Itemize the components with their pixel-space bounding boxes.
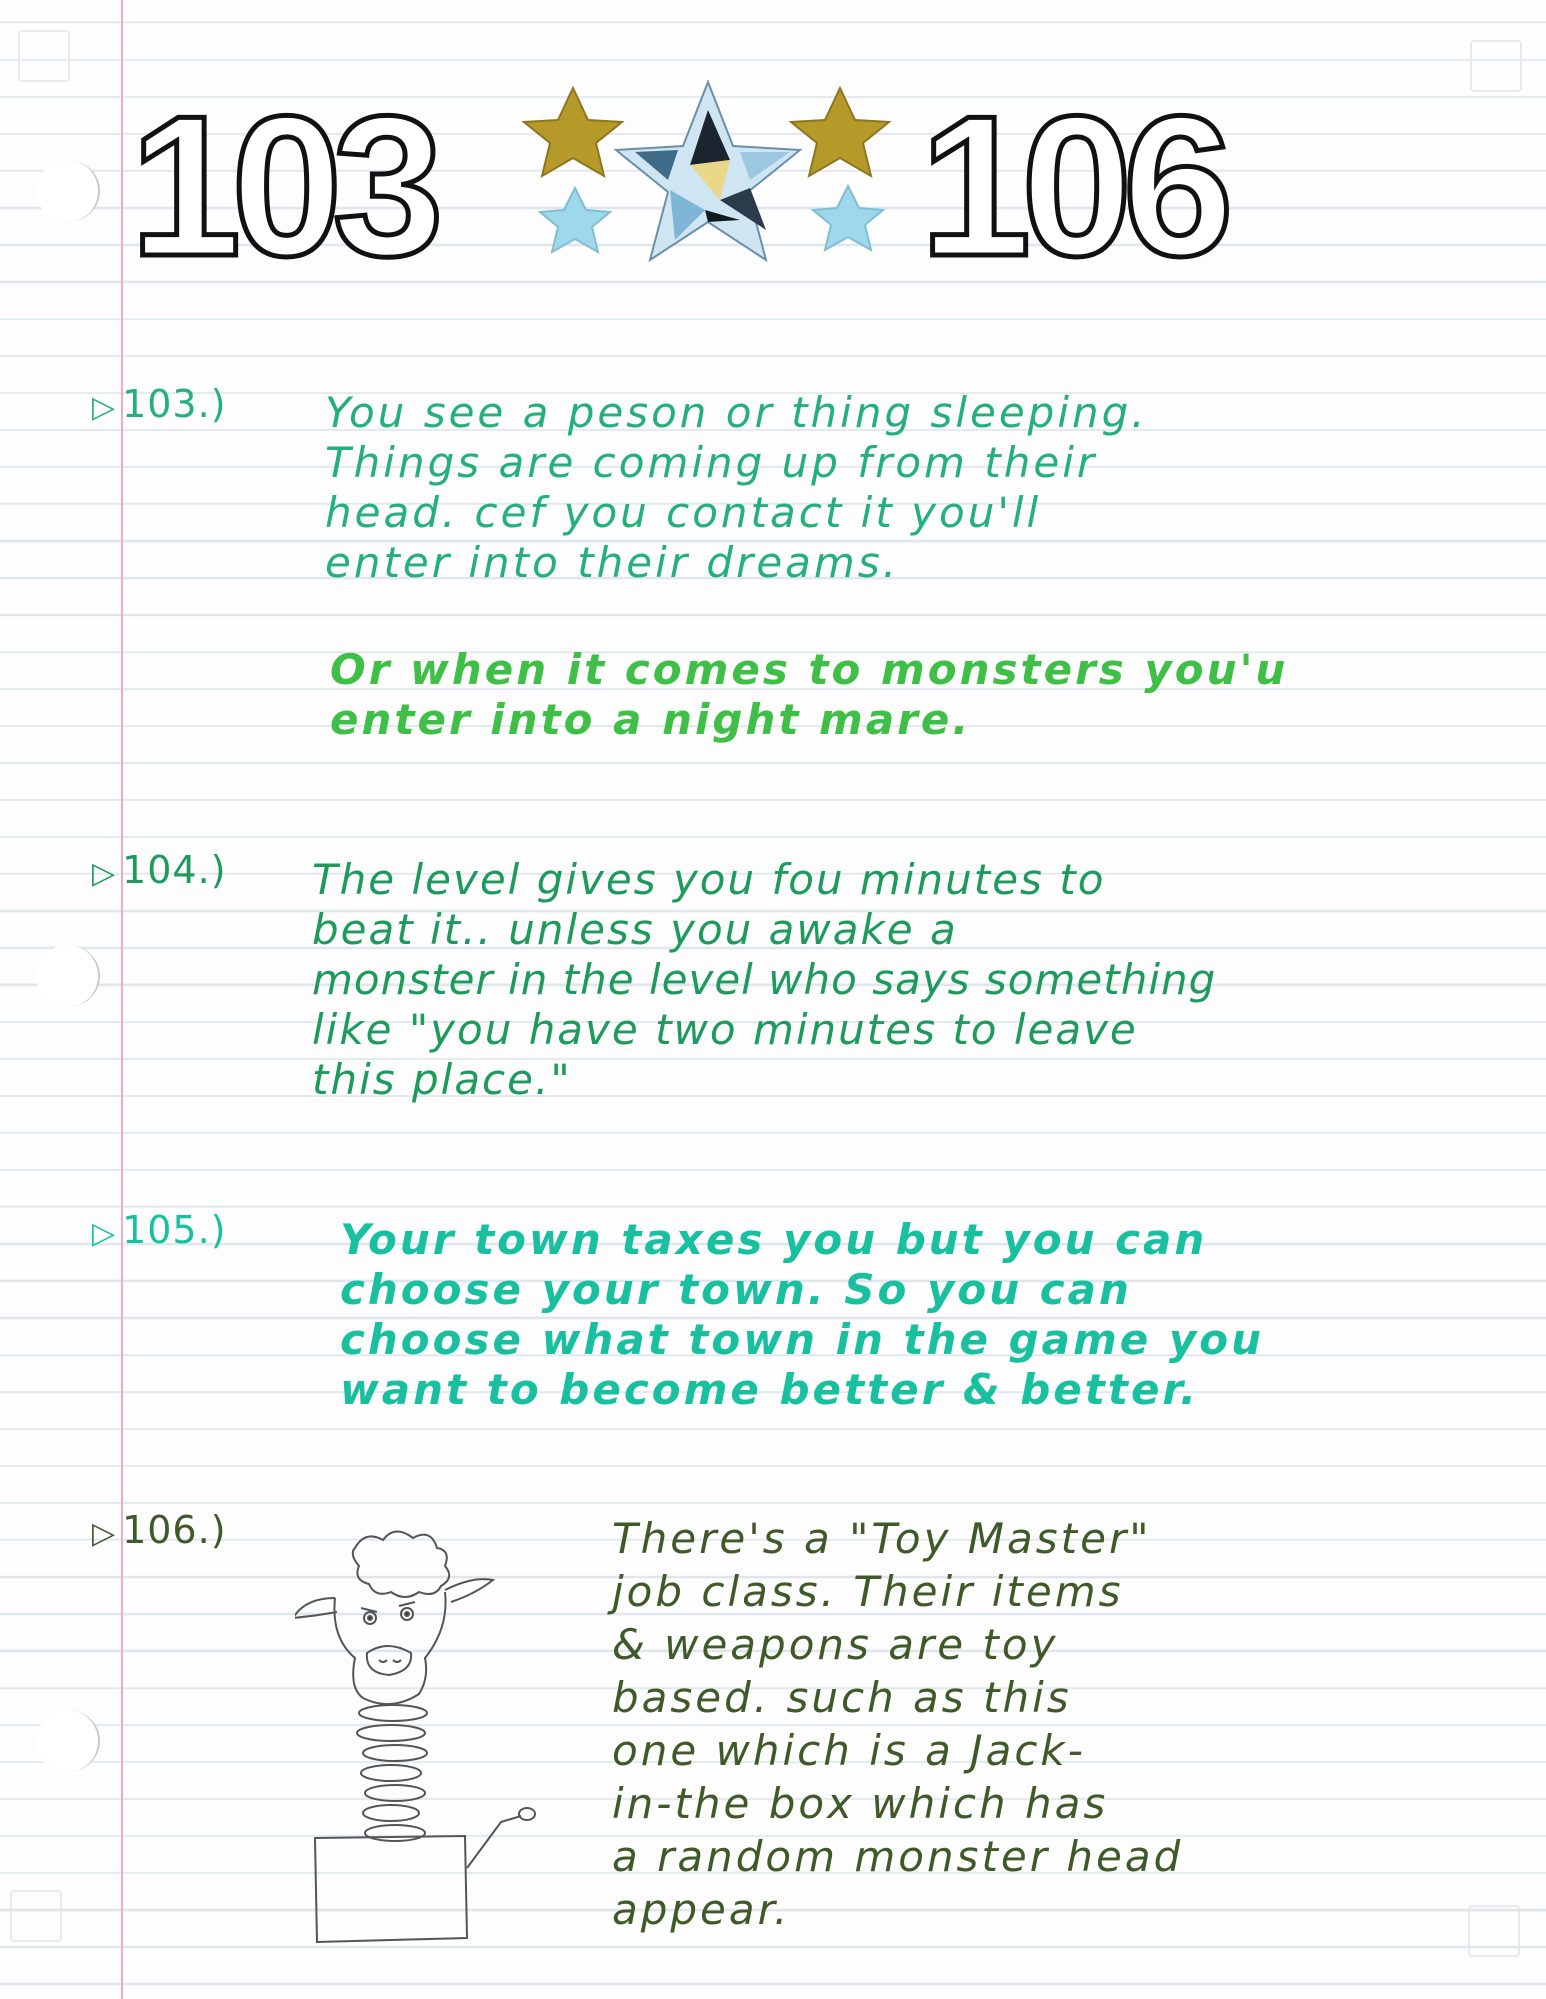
text-line: based. such as this — [612, 1673, 1072, 1722]
entry-number: 103.) — [122, 382, 227, 426]
text-line: want to become better & better. — [340, 1365, 1200, 1414]
text-line: Things are coming up from their — [325, 438, 1098, 487]
entry-number: 106.) — [122, 1508, 227, 1552]
text-line: & weapons are toy — [612, 1620, 1059, 1669]
text-line: one which is a Jack- — [612, 1726, 1086, 1775]
text-line: choose what town in the game you — [340, 1315, 1265, 1364]
text-line: beat it.. unless you awake a — [312, 905, 958, 954]
gold-star-sticker — [791, 88, 889, 176]
text-line: a random monster head — [612, 1832, 1184, 1881]
gold-star-sticker — [524, 88, 622, 176]
title-left-number: 103 — [130, 75, 434, 280]
triangle-bullet-icon: ▷ — [92, 1216, 117, 1251]
holographic-star-sticker — [616, 82, 800, 260]
text-line: choose your town. So you can — [340, 1265, 1132, 1314]
entry-number: 105.) — [122, 1208, 227, 1252]
text-line: this place." — [312, 1055, 572, 1104]
title-banner — [130, 70, 1310, 280]
corner-mark — [10, 1890, 62, 1942]
text-line: head. cef you contact it you'll — [325, 488, 1042, 537]
text-line: enter into their dreams. — [325, 538, 900, 587]
corner-mark — [18, 30, 70, 82]
entry-103-note — [330, 645, 1288, 745]
text-line: like "you have two minutes to leave — [312, 1005, 1138, 1054]
text-line: in-the box which has — [612, 1779, 1109, 1828]
entry-105-label — [92, 1208, 227, 1252]
triangle-bullet-icon: ▷ — [92, 390, 117, 425]
text-line: monster in the level who says something — [312, 955, 1217, 1004]
triangle-bullet-icon: ▷ — [92, 1516, 117, 1551]
corner-mark — [1468, 1905, 1520, 1957]
text-line: There's a "Toy Master" — [612, 1514, 1152, 1563]
binder-hole — [36, 1710, 100, 1772]
entry-number: 104.) — [122, 848, 227, 892]
entry-105-text — [340, 1215, 1264, 1415]
entry-103-text — [325, 388, 1148, 588]
title-right-number: 106 — [920, 75, 1224, 280]
jack-in-the-box-drawing — [295, 1528, 555, 1948]
text-line: You see a peson or thing sleeping. — [325, 388, 1148, 437]
text-line: appear. — [612, 1885, 791, 1934]
text-line: The level gives you fou minutes to — [312, 855, 1106, 904]
entry-106-text — [612, 1512, 1183, 1936]
corner-mark — [1470, 40, 1522, 92]
text-line: Or when it comes to monsters you'u — [330, 645, 1289, 694]
entry-104-label — [92, 848, 227, 892]
text-line: enter into a night mare. — [330, 695, 972, 744]
entry-103-label — [92, 382, 227, 426]
entry-104-text — [312, 855, 1216, 1105]
blue-star-sticker — [540, 188, 610, 252]
text-line: job class. Their items — [612, 1567, 1124, 1616]
binder-hole — [36, 945, 100, 1007]
triangle-bullet-icon: ▷ — [92, 856, 117, 891]
blue-star-sticker — [813, 186, 883, 250]
margin-line — [121, 0, 123, 1999]
text-line: Your town taxes you but you can — [340, 1215, 1208, 1264]
binder-hole — [36, 160, 100, 222]
entry-106-label — [92, 1508, 227, 1552]
